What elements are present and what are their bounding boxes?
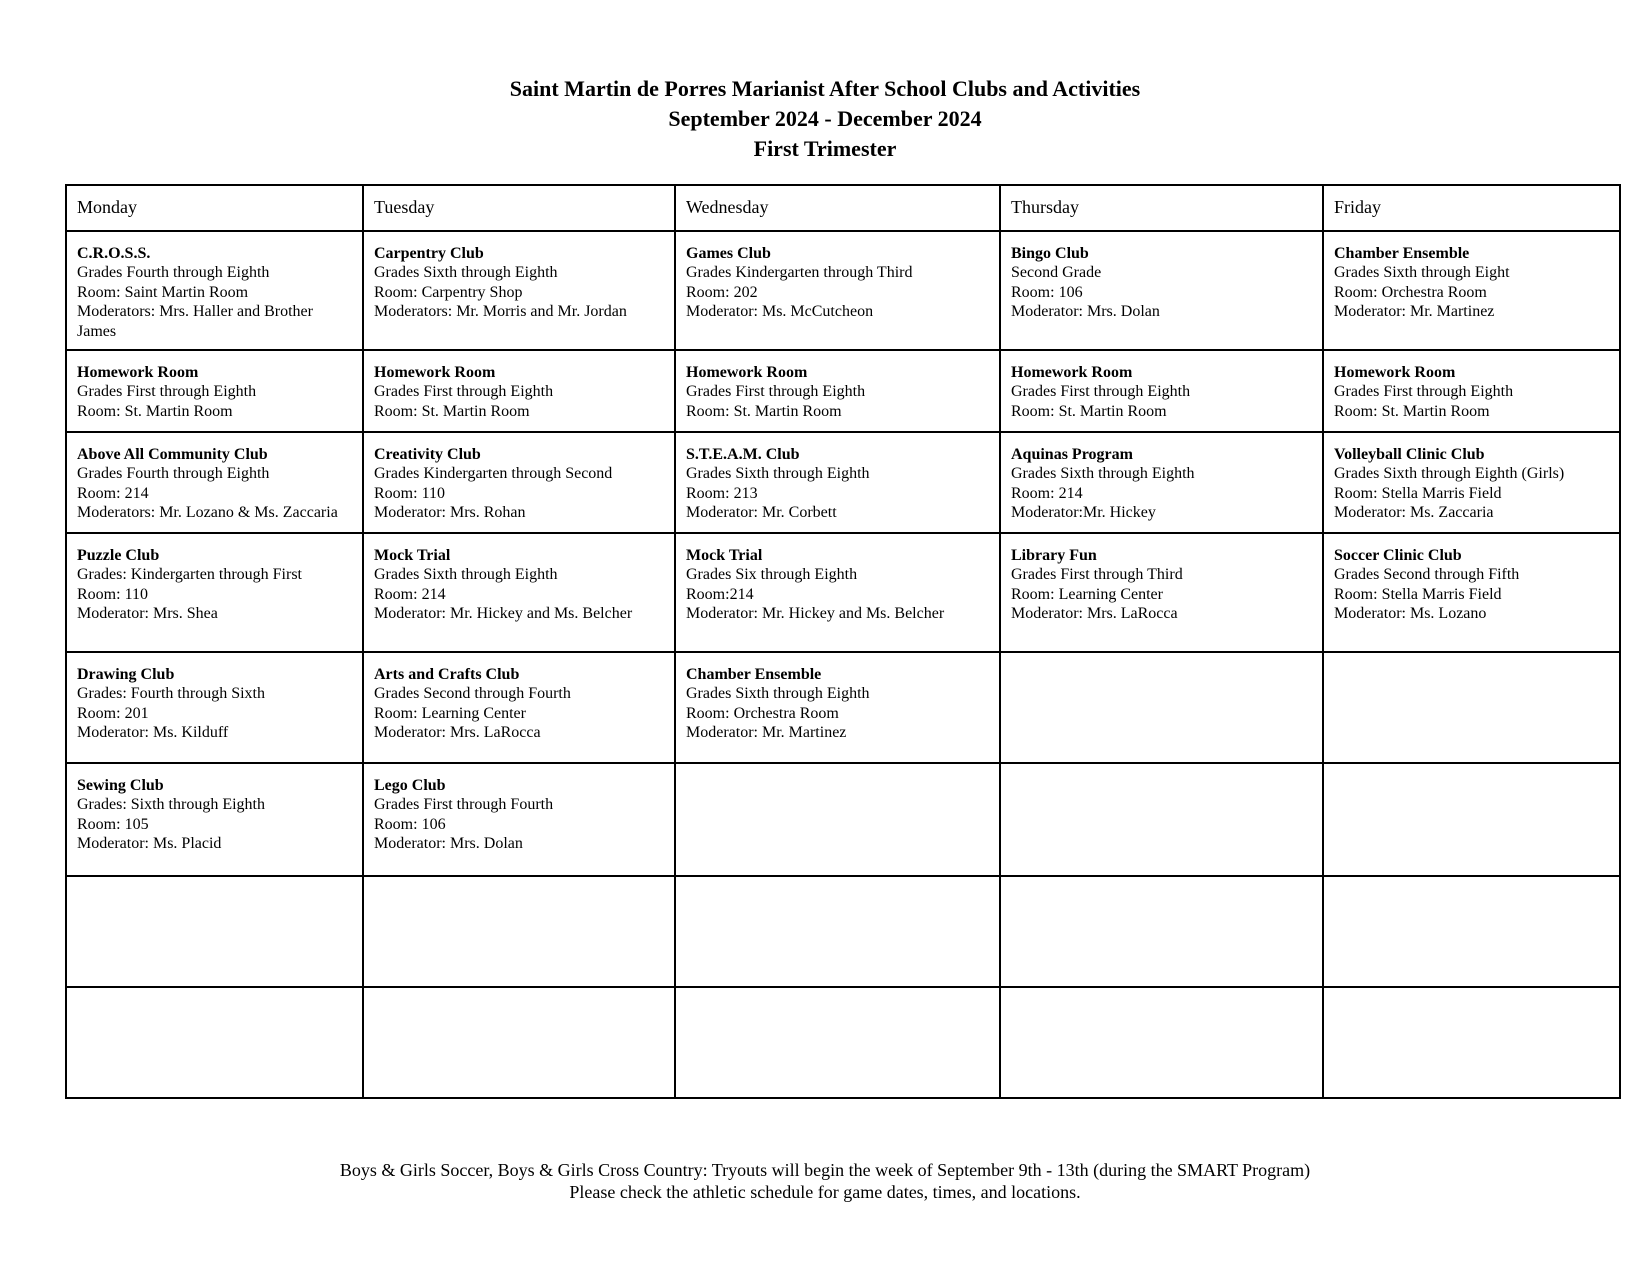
activity-cell	[66, 231, 363, 350]
activity-cell	[363, 231, 675, 350]
empty-cell	[1000, 876, 1323, 987]
schedule-row	[66, 987, 1620, 1098]
activity-detail: Room: St. Martin Room	[686, 402, 842, 420]
activity-name: Library Fun	[1011, 547, 1097, 564]
activity-detail: Grades Sixth through Eighth (Girls)	[1334, 465, 1565, 483]
empty-cell	[1323, 876, 1620, 987]
activity-detail: Grades Sixth through Eighth	[374, 566, 558, 584]
activity-detail: Room: 213	[686, 484, 758, 502]
activity-detail: Room: 201	[77, 704, 149, 722]
schedule-row	[66, 763, 1620, 876]
activity-detail: Grades Six through Eighth	[686, 566, 858, 584]
activity-cell	[363, 350, 675, 432]
activity-cell	[363, 432, 675, 533]
footer-line-1: Boys & Girls Soccer, Boys & Girls Cross Country: Tryouts will begin the week of September 9th - 13th (during the SMART Program)	[339, 1160, 1311, 1180]
activity-detail: Grades Sixth through Eighth	[686, 685, 870, 703]
activity-cell	[1000, 533, 1323, 652]
activity-cell	[66, 652, 363, 763]
activity-detail: Room: Stella Marris Field	[1334, 585, 1502, 603]
activity-cell	[675, 432, 1000, 533]
activity-detail: Moderator: Mrs. Dolan	[1011, 303, 1160, 321]
empty-cell	[1000, 763, 1323, 876]
day-header-row	[66, 185, 1620, 231]
day-header-wednesday: Wednesday	[675, 185, 1000, 231]
day-header-thursday: Thursday	[1000, 185, 1323, 231]
activity-detail: Moderator: Mrs. LaRocca	[374, 724, 541, 742]
activity-detail: Room: 106	[1011, 283, 1083, 301]
activity-detail: Room: Stella Marris Field	[1334, 484, 1502, 502]
activity-detail: Grades Fourth through Eighth	[77, 465, 270, 483]
activity-detail: Grades: Sixth through Eighth	[77, 796, 265, 814]
activity-detail: Room: Orchestra Room	[1334, 283, 1487, 301]
activity-cell	[675, 231, 1000, 350]
activity-detail: Moderator: Mr. Hickey and Ms. Belcher	[686, 605, 945, 623]
activity-detail: Grades Sixth through Eighth	[374, 264, 558, 282]
activity-detail: Room: 110	[77, 585, 148, 603]
empty-cell	[1323, 652, 1620, 763]
activity-detail: Second Grade	[1011, 264, 1102, 282]
schedule-body	[66, 231, 1620, 1098]
activity-detail: Grades: Fourth through Sixth	[77, 685, 265, 703]
schedule-row	[66, 652, 1620, 763]
empty-cell	[363, 876, 675, 987]
activity-detail: Grades Kindergarten through Third	[686, 264, 913, 282]
activity-detail: Grades Sixth through Eighth	[1011, 465, 1195, 483]
document-title: Saint Martin de Porres Marianist After School Clubs and Activities	[509, 76, 1141, 101]
day-header-tuesday: Tuesday	[363, 185, 675, 231]
activity-detail: Grades Kindergarten through Second	[374, 465, 613, 483]
activity-name: Homework Room	[77, 364, 199, 381]
activity-detail: Room: Learning Center	[1011, 585, 1163, 603]
document-header	[0, 74, 1650, 164]
activity-cell	[66, 533, 363, 652]
activity-name: Games Club	[686, 245, 771, 262]
activity-name: Homework Room	[1011, 364, 1133, 381]
activity-detail: Moderator: Ms. Lozano	[1334, 605, 1487, 623]
activity-cell	[1000, 231, 1323, 350]
empty-cell	[66, 987, 363, 1098]
activity-detail: Moderator: Ms. McCutcheon	[686, 303, 874, 321]
activity-detail: Moderator: Mrs. Shea	[77, 605, 218, 623]
activity-detail: Moderator: Mr. Martinez	[1334, 303, 1495, 321]
activity-cell	[1000, 350, 1323, 432]
empty-cell	[675, 763, 1000, 876]
empty-cell	[1323, 763, 1620, 876]
activity-cell	[675, 350, 1000, 432]
activity-name: Bingo Club	[1011, 245, 1089, 262]
activity-detail: Grades Fourth through Eighth	[77, 264, 270, 282]
activity-detail: Room: Learning Center	[374, 704, 526, 722]
activity-cell	[1323, 432, 1620, 533]
activity-cell	[66, 432, 363, 533]
activity-cell	[675, 533, 1000, 652]
activity-cell	[363, 533, 675, 652]
day-header-friday: Friday	[1323, 185, 1620, 231]
activity-name: Soccer Clinic Club	[1334, 547, 1462, 564]
document-term: First Trimester	[753, 136, 897, 161]
empty-cell	[66, 876, 363, 987]
activity-detail: Room: 106	[374, 815, 446, 833]
activity-cell	[675, 652, 1000, 763]
schedule-row	[66, 533, 1620, 652]
activity-name: Chamber Ensemble	[1334, 245, 1470, 262]
activity-cell	[1323, 533, 1620, 652]
activity-name: Carpentry Club	[374, 245, 484, 262]
activity-detail: Room: St. Martin Room	[77, 402, 233, 420]
activity-detail: Room: 202	[686, 283, 758, 301]
activity-name: Homework Room	[686, 364, 808, 381]
activity-detail: Moderators: Mr. Morris and Mr. Jordan	[374, 303, 627, 321]
footer-note	[0, 1159, 1650, 1203]
activity-detail: Grades First through Eighth	[686, 383, 866, 401]
activity-cell	[1323, 350, 1620, 432]
activity-detail: Grades First through Third	[1011, 566, 1183, 584]
empty-cell	[675, 876, 1000, 987]
activity-name: Volleyball Clinic Club	[1334, 446, 1485, 463]
activity-detail: Moderator: Ms. Placid	[77, 835, 222, 853]
activity-name: Puzzle Club	[77, 547, 160, 564]
activity-detail: Moderator: Ms. Kilduff	[77, 724, 229, 742]
schedule-row	[66, 432, 1620, 533]
activity-name: C.R.O.S.S.	[77, 245, 151, 262]
activity-detail: Room: 105	[77, 815, 149, 833]
activity-detail: Grades First through Eighth	[1334, 383, 1514, 401]
activity-name: Drawing Club	[77, 666, 175, 683]
schedule-row	[66, 350, 1620, 432]
activity-detail: Grades First through Fourth	[374, 796, 554, 814]
activity-name: Mock Trial	[686, 547, 763, 564]
activity-detail: Grades First through Eighth	[1011, 383, 1191, 401]
activity-detail: Moderator:Mr. Hickey	[1011, 504, 1156, 522]
activity-cell	[363, 763, 675, 876]
activity-cell	[1323, 231, 1620, 350]
activity-cell	[66, 350, 363, 432]
activity-cell	[66, 763, 363, 876]
activity-detail: Room: St. Martin Room	[1334, 402, 1490, 420]
activity-detail: Moderator: Mr. Corbett	[686, 504, 837, 522]
activity-detail: Room: 214	[374, 585, 446, 603]
empty-cell	[363, 987, 675, 1098]
activity-detail: Grades Second through Fourth	[374, 685, 571, 703]
activity-detail: Moderator: Mr. Hickey and Ms. Belcher	[374, 605, 633, 623]
activity-name: Sewing Club	[77, 777, 164, 794]
activity-cell	[363, 652, 675, 763]
activity-name: Aquinas Program	[1011, 446, 1133, 463]
activity-name: Homework Room	[374, 364, 496, 381]
activity-detail: Moderator: Mrs. Dolan	[374, 835, 523, 853]
document-dates: September 2024 - December 2024	[668, 106, 982, 131]
activity-detail: Room: Carpentry Shop	[374, 283, 523, 301]
activity-detail: Grades First through Eighth	[374, 383, 554, 401]
activity-detail: Grades First through Eighth	[77, 383, 257, 401]
empty-cell	[1000, 987, 1323, 1098]
schedule-row	[66, 876, 1620, 987]
empty-cell	[1323, 987, 1620, 1098]
activity-detail: Grades Sixth through Eight	[1334, 264, 1510, 282]
activity-detail: Room: 110	[374, 484, 445, 502]
schedule-table	[65, 184, 1621, 1099]
activity-detail: Room: St. Martin Room	[1011, 402, 1167, 420]
activity-detail: Grades: Kindergarten through First	[77, 566, 302, 584]
activity-name: Mock Trial	[374, 547, 451, 564]
footer-line-2: Please check the athletic schedule for game dates, times, and locations.	[569, 1182, 1081, 1202]
activity-detail: Room: St. Martin Room	[374, 402, 530, 420]
activity-detail: Room:214	[686, 585, 754, 603]
day-header-monday: Monday	[66, 185, 363, 231]
schedule-row	[66, 231, 1620, 350]
activity-name: Lego Club	[374, 777, 446, 794]
activity-detail: Room: Saint Martin Room	[77, 283, 249, 301]
activity-name: S.T.E.A.M. Club	[686, 446, 800, 463]
activity-detail: Moderators: Mrs. Haller and Brother James	[77, 303, 313, 340]
activity-name: Above All Community Club	[77, 446, 268, 463]
activity-detail: Room: Orchestra Room	[686, 704, 839, 722]
activity-cell	[1000, 432, 1323, 533]
activity-detail: Moderator: Mr. Martinez	[686, 724, 847, 742]
activity-name: Homework Room	[1334, 364, 1456, 381]
activity-detail: Grades Second through Fifth	[1334, 566, 1520, 584]
activity-detail: Moderators: Mr. Lozano & Ms. Zaccaria	[77, 504, 338, 522]
activity-name: Creativity Club	[374, 446, 481, 463]
empty-cell	[1000, 652, 1323, 763]
activity-detail: Grades Sixth through Eighth	[686, 465, 870, 483]
activity-detail: Room: 214	[77, 484, 149, 502]
activity-detail: Moderator: Mrs. LaRocca	[1011, 605, 1178, 623]
activity-name: Chamber Ensemble	[686, 666, 822, 683]
empty-cell	[675, 987, 1000, 1098]
activity-detail: Moderator: Mrs. Rohan	[374, 504, 526, 522]
activity-detail: Moderator: Ms. Zaccaria	[1334, 504, 1494, 522]
activity-detail: Room: 214	[1011, 484, 1083, 502]
activity-name: Arts and Crafts Club	[374, 666, 520, 683]
